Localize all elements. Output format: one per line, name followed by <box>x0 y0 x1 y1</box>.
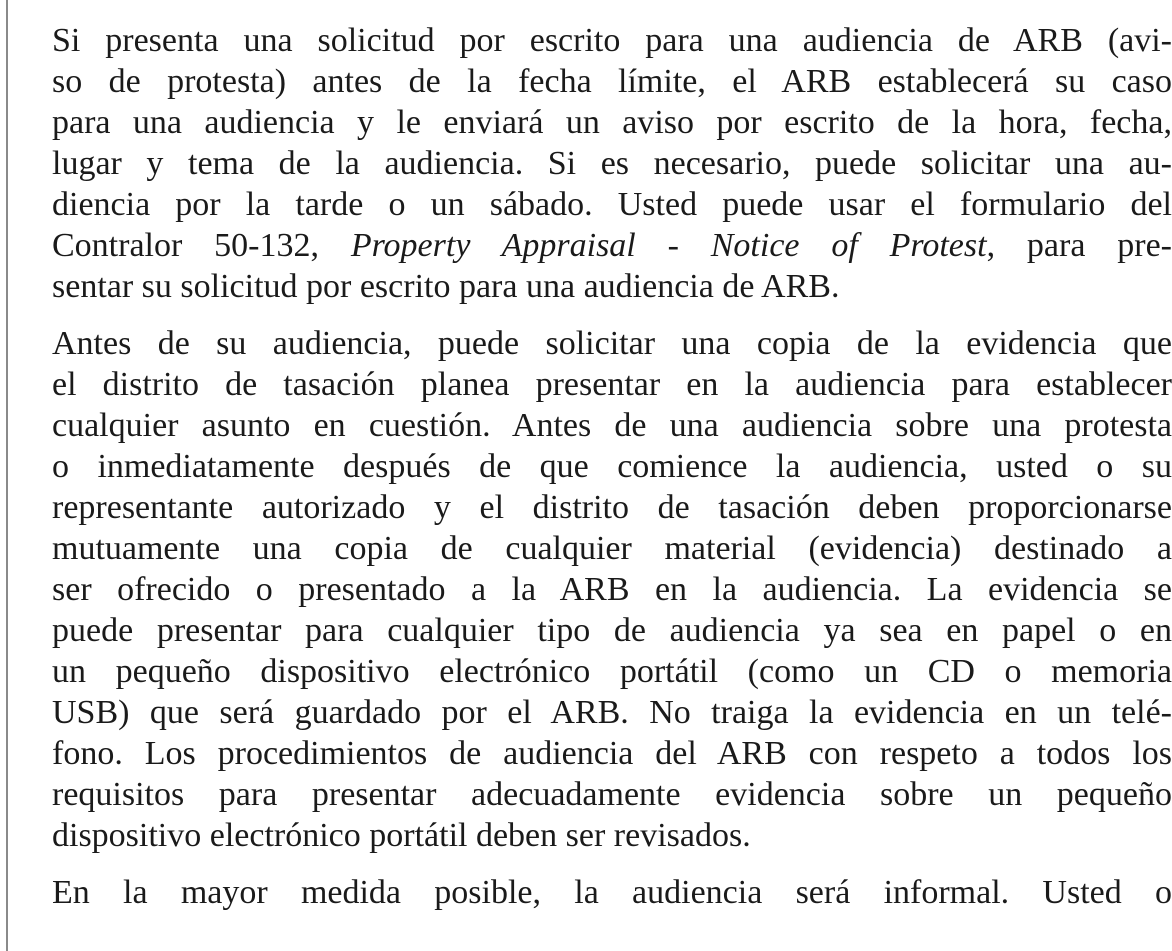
text-line: USB) que será guardado por el ARB. No traiga la evidencia en un telé- <box>52 694 1172 731</box>
text-line: el distrito de tasación planea presentar en la audiencia para establecer <box>52 366 1172 403</box>
text-line: mutuamente una copia de cualquier material (evidencia) destinado a <box>52 530 1172 567</box>
left-border-rule <box>6 0 8 951</box>
text-line: Si presenta una solicitud por escrito para una audiencia de ARB (avi- <box>52 22 1172 59</box>
text-line: lugar y tema de la audiencia. Si es necesario, puede solicitar una au- <box>52 145 1172 182</box>
text-line: representante autorizado y el distrito de tasación deben proporcionarse <box>52 489 1172 526</box>
paragraph-informal-hearing <box>52 872 1172 913</box>
paragraph-spacer <box>52 856 1172 872</box>
form-title-italic: Property Appraisal - Notice of Protest <box>350 227 987 264</box>
text-segment: , para pre- <box>986 227 1172 264</box>
text-line: o inmediatamente después de que comience la audiencia, usted o su <box>52 448 1172 485</box>
text-line-partial: En la mayor medida posible, la audiencia será informal. Usted o <box>52 874 1172 911</box>
text-line: Antes de su audiencia, puede solicitar una copia de la evidencia que <box>52 325 1172 362</box>
paragraph-evidence <box>52 323 1172 856</box>
text-line: dispositivo electrónico portátil deben ser revisados. <box>52 817 751 854</box>
text-line: diencia por la tarde o un sábado. Usted puede usar el formulario del <box>52 186 1172 223</box>
text-line: fono. Los procedimientos de audiencia del ARB con respeto a todos los <box>52 735 1172 772</box>
text-line: para una audiencia y le enviará un aviso por escrito de la hora, fecha, <box>52 104 1172 141</box>
text-line-with-form-title <box>52 225 1172 266</box>
paragraph-hearing-request <box>52 20 1172 307</box>
body-text <box>52 20 1172 913</box>
text-line: cualquier asunto en cuestión. Antes de una audiencia sobre una protesta <box>52 407 1172 444</box>
text-line: so de protesta) antes de la fecha límite, el ARB establecerá su caso <box>52 63 1172 100</box>
text-line: requisitos para presentar adecuadamente evidencia sobre un pequeño <box>52 776 1172 813</box>
text-line: puede presentar para cualquier tipo de audiencia ya sea en papel o en <box>52 612 1172 649</box>
text-line: un pequeño dispositivo electrónico portátil (como un CD o memoria <box>52 653 1172 690</box>
text-segment: Contralor 50-132, <box>52 227 351 264</box>
text-line: ser ofrecido o presentado a la ARB en la audiencia. La evidencia se <box>52 571 1172 608</box>
text-line: sentar su solicitud por escrito para una audiencia de ARB. <box>52 268 840 305</box>
paragraph-spacer <box>52 307 1172 323</box>
